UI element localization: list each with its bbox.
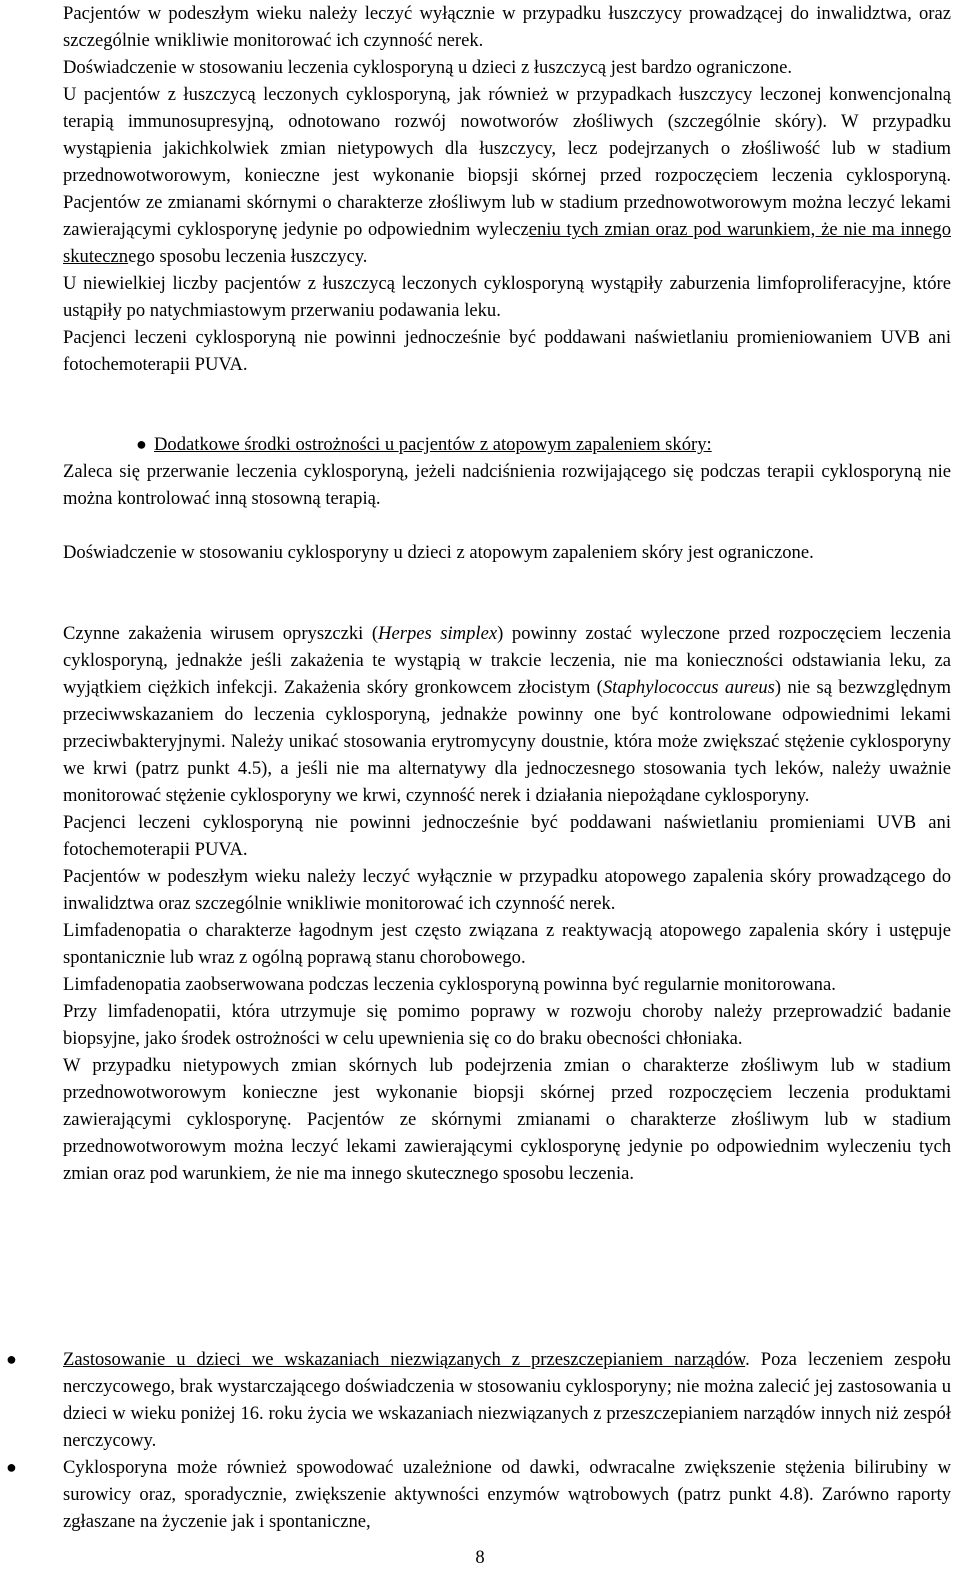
paragraph-children-experience: Doświadczenie w stosowaniu leczenia cyklosporyną u dzieci z łuszczycą jest bardzo ograniczone. — [63, 57, 792, 78]
paragraph-lymphadenopathy-benign: Limfadenopatia o charakterze łagodnym jest często związana z reaktywacją atopowego zapalenia skóry i ustępuje spontanicznie lub wraz z ogólną poprawą stanu chorobowego. — [63, 920, 951, 968]
paragraph-uvb-atopic: Pacjenci leczeni cyklosporyną nie powinni jednocześnie być poddawani naświetlaniu promieniami UVB ani fotochemoterapii PUVA. — [63, 812, 951, 860]
bullet-icon: ● — [6, 1457, 17, 1477]
paragraph-elderly: Pacjentów w podeszłym wieku należy leczyć wyłącznie w przypadku łuszczycy prowadzącej do inwalidztwa, oraz szczególnie wnikliwie monitorować ich czynność nerek. — [63, 3, 951, 51]
bullet-bilirubin — [63, 1454, 951, 1535]
atopic-children — [63, 539, 951, 566]
paragraph-hypertension: Zaleca się przerwanie leczenia cyklosporyną, jeżeli nadciśnienia rozwijającego się podczas terapii cyklosporyną nie można kontrolować inną stosowną terapią. — [63, 461, 951, 509]
paragraph-skin-changes: W przypadku nietypowych zmian skórnych lub podejrzenia zmian o charakterze złośliwym lub w stadium przednowotworowym konieczne jest wykonanie biopsji skórnej przed rozpoczęciem leczenia produktami zawierającymi cyklosporynę. Pacjentów ze skórnymi zmianami o charakterze złośliwym lub w stadium przednowotworowym można leczyć lekami zawierającymi cyklosporynę jedynie po odpowiednim wyleczeniu tych zmian oraz pod warunkiem, że nie ma innego skutecznego sposobu leczenia. — [63, 1055, 951, 1184]
paragraph-infections — [63, 620, 951, 809]
bullet-icon: ● — [136, 434, 147, 454]
paragraph-lymphoproliferative: U niewielkiej liczby pacjentów z łuszczycą leczonych cyklosporyną wystąpiły zaburzenia limfoproliferacyjne, które ustąpiły po natychmiastowym przerwaniu podawania leku. — [63, 273, 951, 321]
paragraph-lymphadenopathy-monitor: Limfadenopatia zaobserwowana podczas leczenia cyklosporyną powinna być regularnie monitorowana. — [63, 974, 836, 995]
psoriasis-section — [63, 0, 951, 378]
paragraph-uvb: Pacjenci leczeni cyklosporyną nie powinni jednocześnie być poddawani naświetlaniu promieniowaniem UVB ani fotochemoterapii PUVA. — [63, 327, 951, 375]
herpes-species: Herpes simplex — [378, 623, 498, 644]
bullet-icon: ● — [6, 1349, 17, 1369]
paragraph-lymphadenopathy-biopsy: Przy limfadenopatii, która utrzymuje się pomimo poprawy w rozwoju choroby należy przeprowadzić badanie biopsyjne, jako środek ostrożności w celu upewnienia się co do braku obecności chłoniaka. — [63, 1001, 951, 1049]
infections-text-a: Czynne zakażenia wirusem opryszczki ( — [63, 623, 379, 644]
atopic-heading-text: Dodatkowe środki ostrożności u pacjentów z atopowym zapaleniem skóry: — [154, 434, 712, 455]
paragraph-atopic-children: Doświadczenie w stosowaniu cyklosporyny u dzieci z atopowym zapaleniem skóry jest ograniczone. — [63, 542, 814, 563]
bullet-pediatric — [63, 1346, 951, 1454]
infections-section — [63, 620, 951, 1187]
atopic-section — [63, 458, 951, 512]
paragraph-elderly-atopic: Pacjentów w podeszłym wieku należy leczyć wyłącznie w przypadku atopowego zapalenia skóry prowadzącego do inwalidztwa oraz szczególnie wnikliwie monitorować ich czynność nerek. — [63, 866, 951, 914]
atopic-heading — [154, 431, 914, 458]
paragraph-malignancy — [63, 81, 951, 270]
paragraph-pediatric — [63, 1346, 951, 1454]
pediatric-text: . Poza leczeniem zespołu nerczycowego, brak wystarczającego doświadczenia w stosowaniu cyklosporyny; nie można zalecić jej zastosowania u dzieci w wieku poniżej 16. roku życia we wskazaniach niezwiązanych z przeszczepianiem narządów innych niż zespół nerczycowy. — [63, 1349, 951, 1451]
page-number: 8 — [475, 1547, 485, 1568]
infections-text-c: ) nie są bezwzględnym przeciwwskazaniem do leczenia cyklosporyną, jednakże powinny one być kontrolowane odpowiednimi lekami przeciwbakteryjnymi. Należy unikać stosowania erytromycyny doustnie, która może zwiększać stężenie cyklosporyny we krwi (patrz punkt 4.5), a jeśli nie ma alternatywy dla jednoczesnego stosowania tych leków, należy uważnie monitorować stężenie cyklosporyny we krwi, czynność nerek i działania niepożądane cyklosporyny. — [63, 677, 951, 806]
paragraph-bilirubin: Cyklosporyna może również spowodować uzależnione od dawki, odwracalne zwiększenie stężenia bilirubiny w surowicy oraz, sporadycznie, zwiększenie aktywności enzymów wątrobowych (patrz punkt 4.8). Zarówno raporty zgłaszane na życzenie jak i spontaniczne, — [63, 1457, 951, 1532]
pediatric-title: Zastosowanie u dzieci we wskazaniach niezwiązanych z przeszczepianiem narządów — [63, 1349, 746, 1370]
malignancy-text-end: ego sposobu leczenia łuszczycy. — [128, 246, 368, 267]
malignancy-underlined-text: eniu tych zmian oraz pod warunkiem, że nie ma innego skuteczn — [63, 219, 951, 267]
staph-species: Staphylococcus aureus — [602, 677, 775, 698]
infections-text-b: ) powinny zostać wyleczone przed rozpoczęciem leczenia cyklosporyną, jednakże jeśli zakażenia te wystąpią w trakcie leczenia, nie ma konieczności odstawiania leku, za wyjątkiem ciężkich infekcji. Zakażenia skóry gronkowcem złocistym ( — [63, 623, 951, 698]
malignancy-text: U pacjentów z łuszczycą leczonych cyklosporyną, jak również w przypadkach łuszczycy leczonej konwencjonalną terapią immunosupresyjną, odnotowano rozwój nowotworów złośliwych (szczególnie skóry). W przypadku wystąpienia jakichkolwiek zmian nietypowych dla łuszczycy, lecz podejrzanych o złośliwość lub w stadium przednowotworowym, konieczne jest wykonanie biopsji skórnej przed rozpoczęciem leczenia cyklosporyną. Pacjentów ze zmianami skórnymi o charakterze złośliwym lub w stadium przednowotworowym można leczyć lekami zawierającymi cyklosporynę jedynie po odpowiednim wylecz — [63, 84, 951, 240]
